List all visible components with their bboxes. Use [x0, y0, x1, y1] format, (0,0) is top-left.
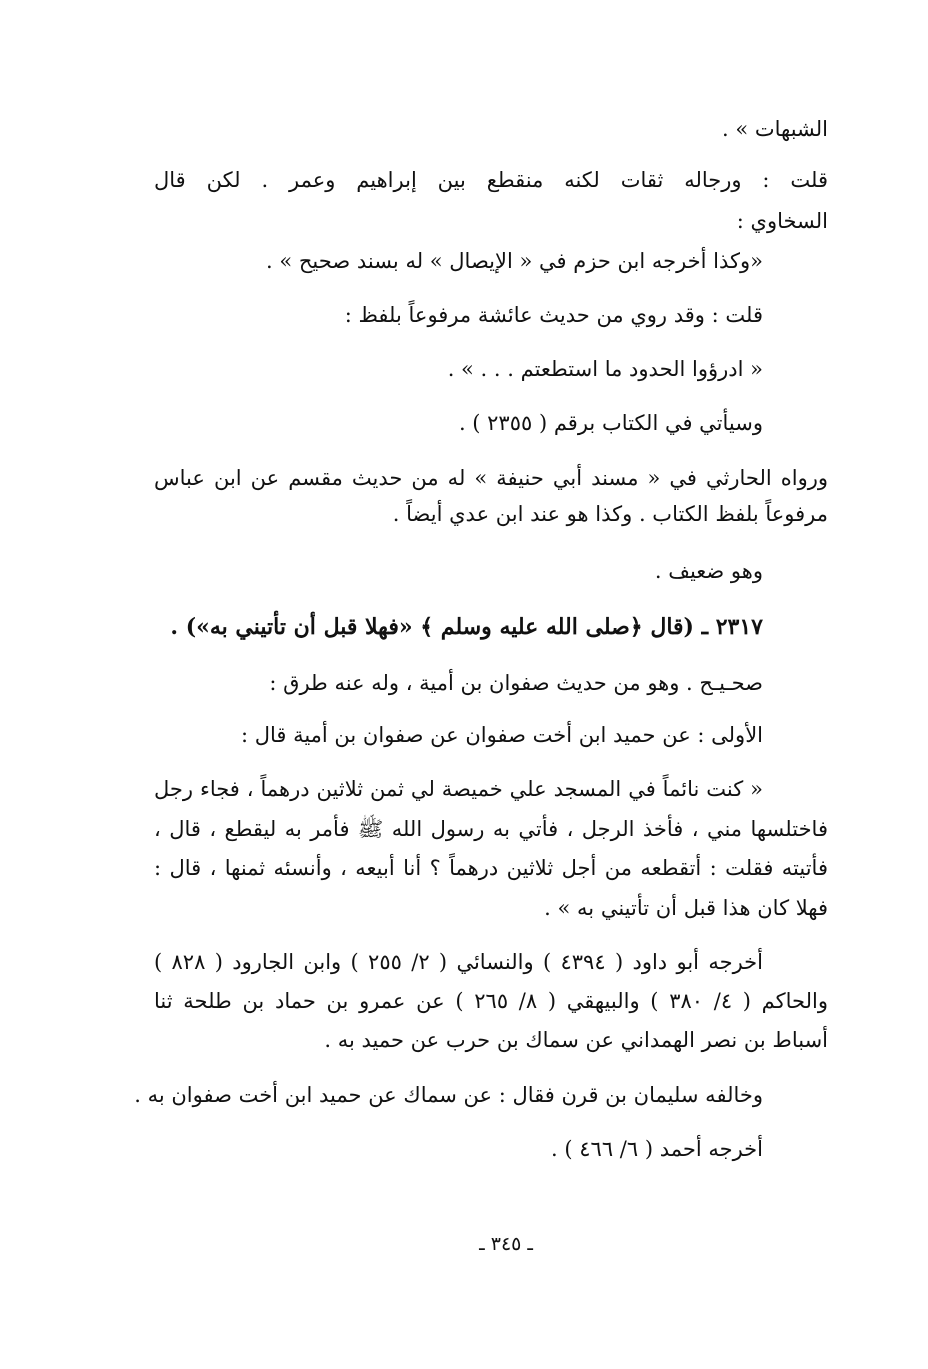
text-line: الشبهات » . [721, 117, 828, 141]
text-line: وسيأتي في الكتاب برقم ( ٢٣٥٥ ) . [458, 411, 763, 435]
text-line: والحاكم ( ٤/ ٣٨٠ ) والبيهقي ( ٨/ ٢٦٥ ) عن عمرو بن حماد بن طلحة ثنا [154, 989, 828, 1013]
text-line: الأولى : عن حميد ابن أخت صفوان عن صفوان بن أمية قال : [240, 723, 763, 747]
text-line: وخالفه سليمان بن قرن فقال : عن سماك عن حميد ابن أخت صفوان به . [134, 1083, 763, 1107]
text-line: ورواه الحارثي في « مسند أبي حنيفة » له من حديث مقسم عن ابن عباس [154, 466, 828, 490]
page-number: ـ ٣٤٥ ـ [479, 1233, 533, 1255]
text-line: مرفوعاً بلفظ الكتاب . وكذا هو عند ابن عدي أيضاً . [392, 502, 828, 526]
text-line: أخرجه أحمد ( ٦/ ٤٦٦ ) . [551, 1137, 763, 1161]
hadith-heading: ٢٣١٧ ـ (قال ﴿صلى الله عليه وسلم ﴾ «فهلا قبل أن تأتيني به») . [170, 614, 763, 640]
text-line: فهلا كان هذا قبل أن تأتيني به » . [544, 896, 828, 920]
text-line: صحـيـح . وهو من حديث صفوان بن أمية ، وله عنه طرق : [269, 671, 763, 695]
text-line: السخاوي : [736, 209, 828, 233]
text-line: « ادرؤوا الحدود ما استطعتم . . . » . [447, 357, 763, 381]
text-line: أخرجه أبو داود ( ٤٣٩٤ ) والنسائي ( ٢/ ٢٥٥ ) وابن الجارود ( ٨٢٨ ) [154, 950, 763, 974]
text-line: وهو ضعيف . [654, 559, 763, 583]
text-line: فاختلسها مني ، فأخذ الرجل ، فأتي به رسول الله ﷺ فأمر به ليقطع ، قال ، [154, 817, 828, 841]
text-line: « كنت نائماً في المسجد علي خميصة لي ثمن ثلاثين درهماً ، فجاء رجل [154, 777, 763, 801]
text-line: قلت : وقد روي من حديث عائشة مرفوعاً بلفظ : [344, 303, 763, 327]
text-line: فأتيته فقلت : أتقطعه من أجل ثلاثين درهماً ؟ أنا أبيعه ، وأنسئه ثمنها ، قال : [154, 856, 828, 880]
text-line: «وكذا أخرجه ابن حزم في « الإيصال » له بسند صحيح » . [266, 249, 763, 273]
text-line: أسباط بن نصر الهمداني عن سماك بن حرب عن حميد به . [324, 1028, 828, 1052]
text-line: قلت : ورجاله ثقات لكنه منقطع بين إبراهيم وعمر . لكن قال [154, 168, 828, 192]
